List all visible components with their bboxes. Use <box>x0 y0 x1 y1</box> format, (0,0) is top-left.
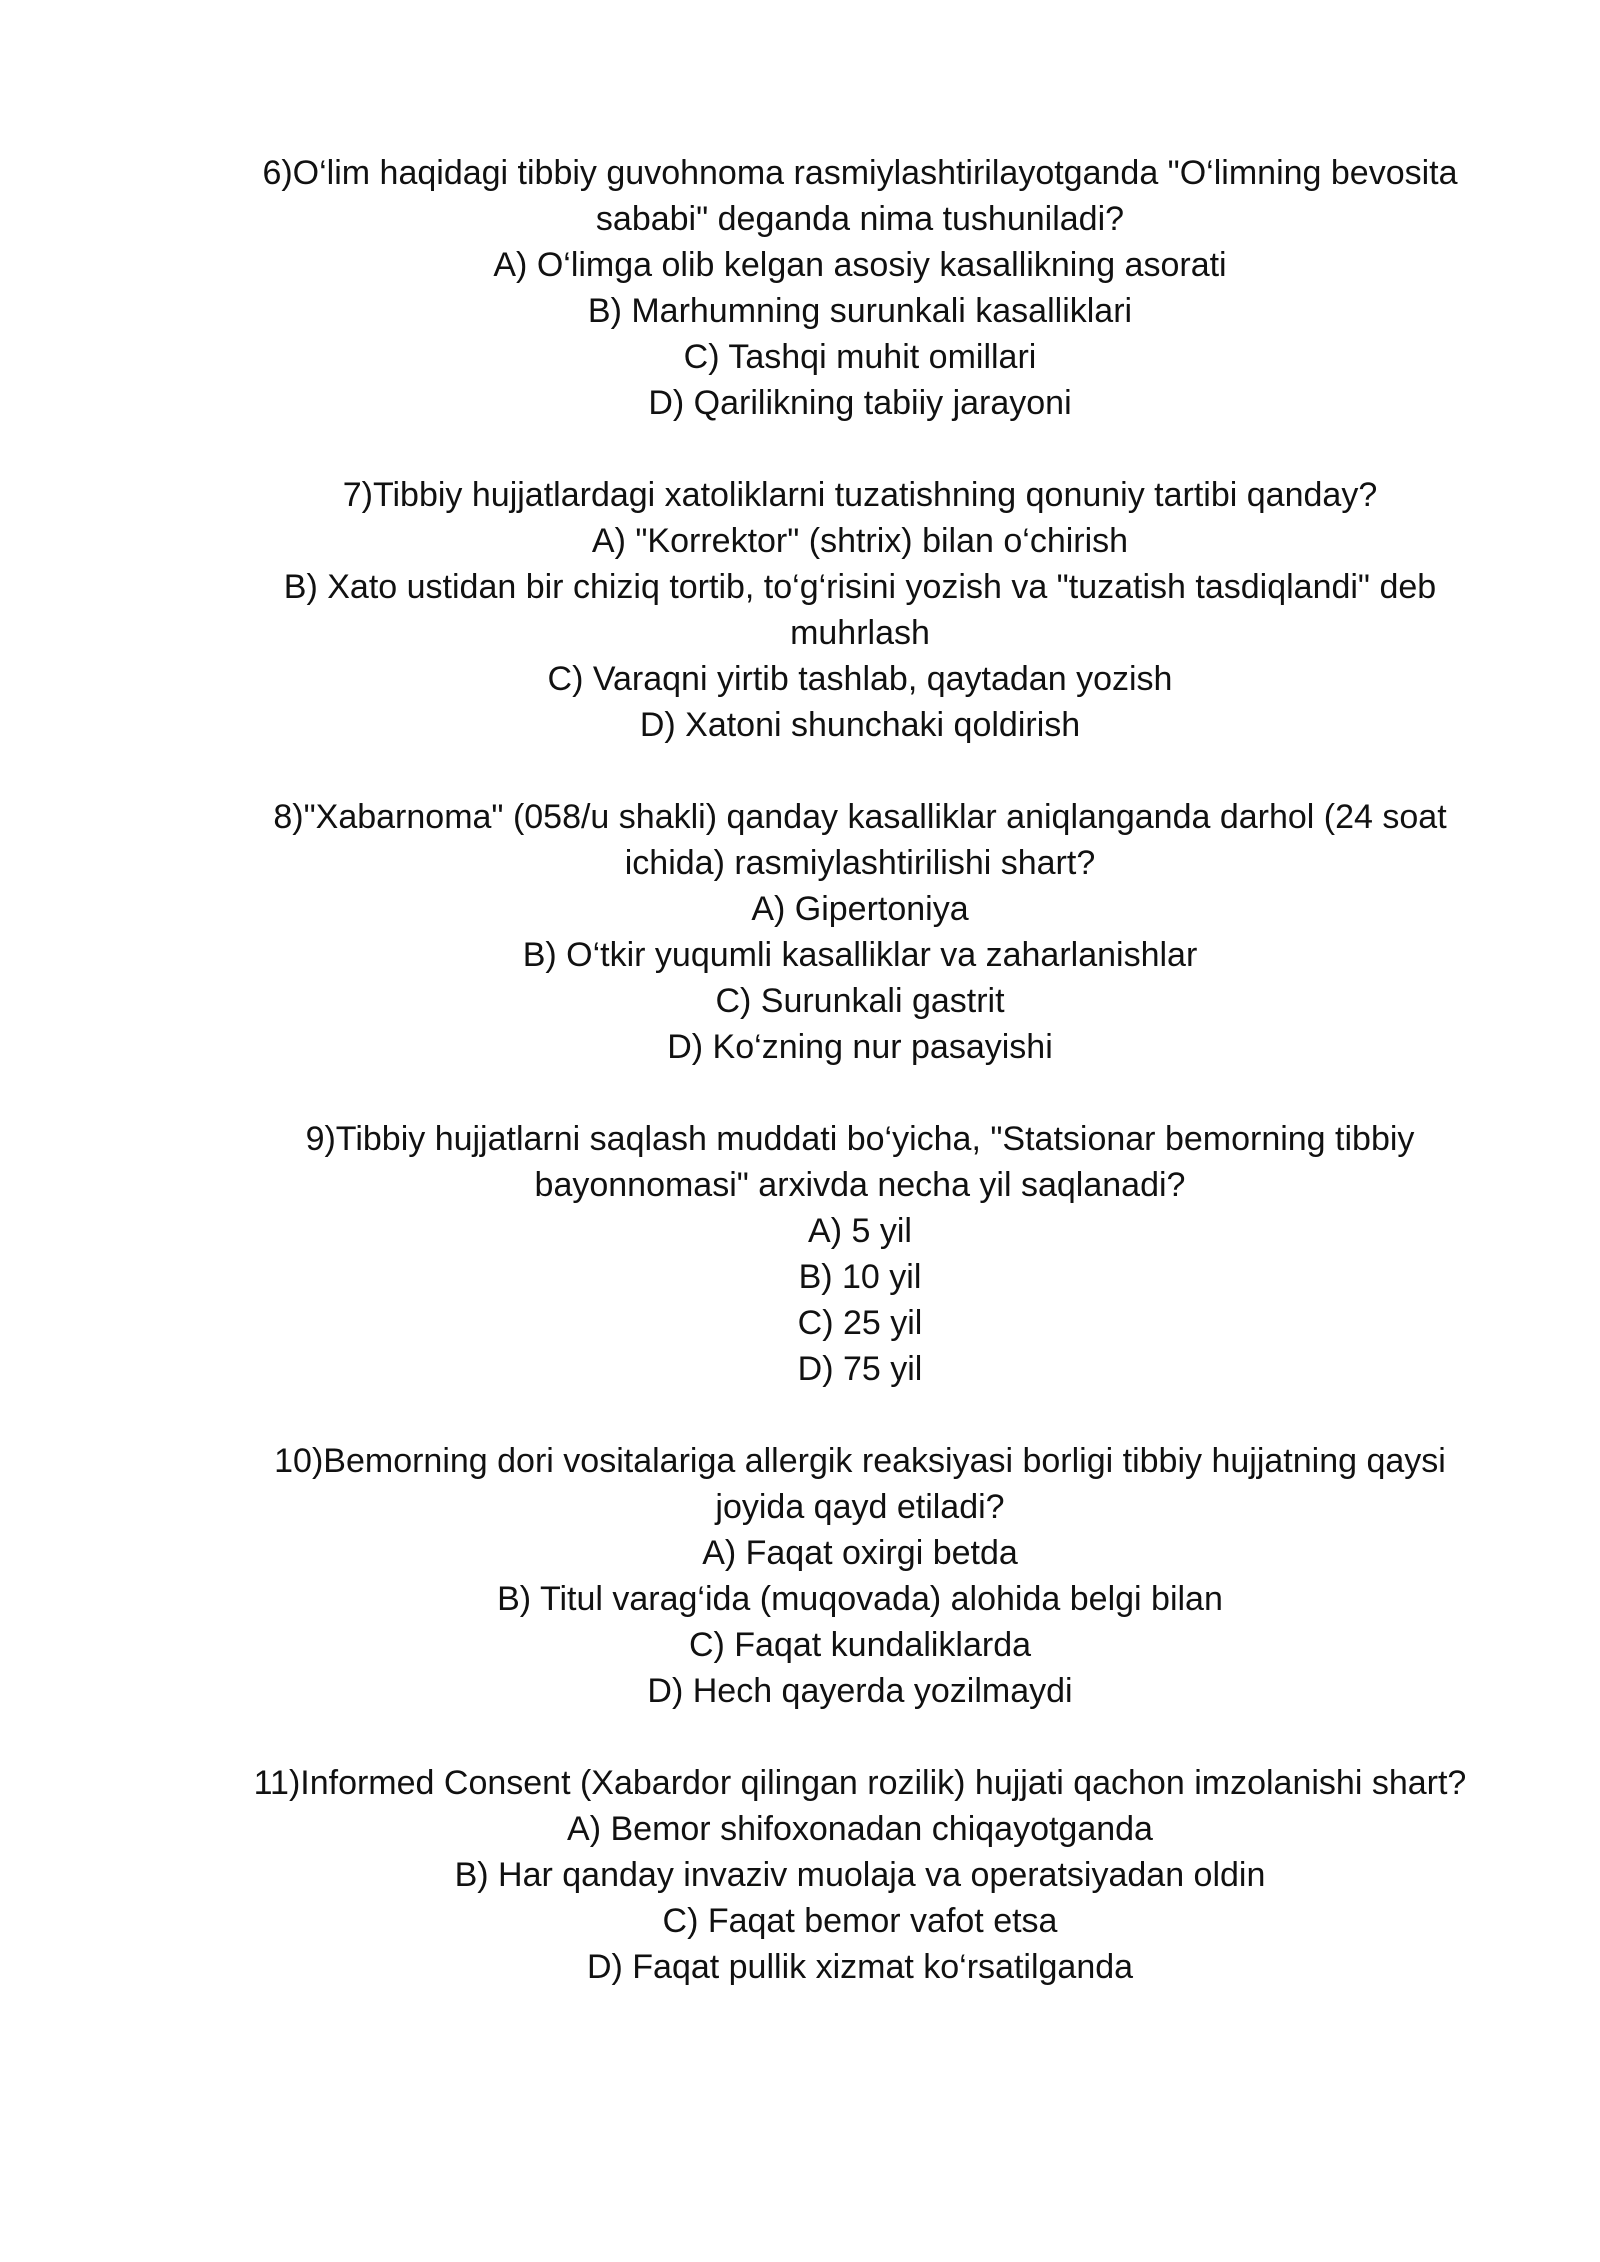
option-d: D) Faqat pullik xizmat ko‘rsatilganda <box>586 1948 1134 1986</box>
question-block-8 <box>220 794 1500 1070</box>
option-d: D) Qarilikning tabiiy jarayoni <box>648 384 1072 422</box>
option-c: C) Faqat kundaliklarda <box>688 1626 1032 1664</box>
option-a: A) Bemor shifoxonadan chiqayotganda <box>567 1810 1153 1848</box>
question-text: 10)Bemorning dori vositalariga allergik reaksiyasi borligi tibbiy hujjatning qaysi joyida qayd etiladi? <box>274 1442 1446 1526</box>
option-c: C) Surunkali gastrit <box>715 982 1005 1020</box>
option-a: A) O‘limga olib kelgan asosiy kasallikning asorati <box>493 246 1227 284</box>
question-text: 7)Tibbiy hujjatlardagi xatoliklarni tuzatishning qonuniy tartibi qanday? <box>342 476 1378 514</box>
option-d: D) Ko‘zning nur pasayishi <box>667 1028 1053 1066</box>
option-a: A) Gipertoniya <box>751 890 969 928</box>
option-b: B) 10 yil <box>798 1258 922 1296</box>
option-b: B) O‘tkir yuqumli kasalliklar va zaharlanishlar <box>522 936 1198 974</box>
option-c: C) Varaqni yirtib tashlab, qaytadan yozish <box>547 660 1173 698</box>
option-b: B) Xato ustidan bir chiziq tortib, to‘g‘risini yozish va "tuzatish tasdiqlandi" deb muhrlash <box>283 568 1437 652</box>
option-d: D) Xatoni shunchaki qoldirish <box>639 706 1081 744</box>
question-list <box>220 150 1500 2036</box>
question-block-9 <box>220 1116 1500 1392</box>
question-text: 9)Tibbiy hujjatlarni saqlash muddati bo‘yicha, "Statsionar bemorning tibbiy bayonnomasi" arxivda necha yil saqlanadi? <box>305 1120 1415 1204</box>
option-d: D) Hech qayerda yozilmaydi <box>647 1672 1073 1710</box>
option-b: B) Har qanday invaziv muolaja va operatsiyadan oldin <box>454 1856 1266 1894</box>
option-a: A) "Korrektor" (shtrix) bilan o‘chirish <box>591 522 1129 560</box>
option-b: B) Titul varag‘ida (muqovada) alohida belgi bilan <box>497 1580 1223 1618</box>
option-a: A) Faqat oxirgi betda <box>702 1534 1018 1572</box>
question-text: 6)O‘lim haqidagi tibbiy guvohnoma rasmiylashtirilayotganda "O‘limning bevosita sababi" deganda nima tushuniladi? <box>262 154 1458 238</box>
question-text: 11)Informed Consent (Xabardor qilingan rozilik) hujjati qachon imzolanishi shart? <box>253 1764 1467 1802</box>
option-b: B) Marhumning surunkali kasalliklari <box>587 292 1133 330</box>
question-block-6 <box>220 150 1500 426</box>
option-c: C) Tashqi muhit omillari <box>683 338 1037 376</box>
question-text: 8)"Xabarnoma" (058/u shakli) qanday kasalliklar aniqlanganda darhol (24 soat ichida) rasmiylashtirilishi shart? <box>273 798 1447 882</box>
question-block-11 <box>220 1760 1500 1990</box>
question-block-7 <box>220 472 1500 748</box>
question-block-10 <box>220 1438 1500 1714</box>
option-a: A) 5 yil <box>808 1212 912 1250</box>
option-d: D) 75 yil <box>797 1350 923 1388</box>
option-c: C) 25 yil <box>797 1304 923 1342</box>
option-c: C) Faqat bemor vafot etsa <box>662 1902 1058 1940</box>
